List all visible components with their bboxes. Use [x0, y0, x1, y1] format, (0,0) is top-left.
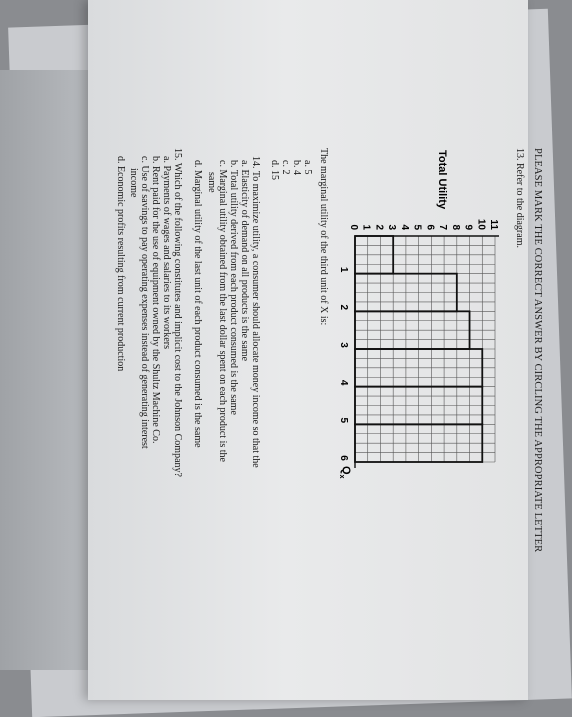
x-tick-label: 1: [338, 266, 349, 273]
x-tick-label: 6: [338, 455, 349, 461]
y-tick-label: 5: [411, 224, 423, 230]
x-tick-label: 3: [338, 342, 349, 348]
x-tick-label: 2: [338, 304, 349, 311]
y-tick-label: 9: [462, 224, 474, 230]
y-tick-label: 0: [348, 224, 359, 230]
total-utility-chart: [328, 148, 513, 508]
q13-choice-a[interactable]: a. 5: [302, 160, 313, 175]
y-tick-label: 11: [488, 219, 499, 230]
q14-choice-b[interactable]: b. Total utility derived from each product consumed is the same: [228, 160, 239, 415]
x-tick-label: 4: [338, 379, 349, 386]
y-tick-label: 2: [373, 224, 385, 230]
q15-choice-a[interactable]: a. Payments of wages and salaries to its workers: [161, 156, 172, 350]
page-edge-shadow: [0, 70, 92, 670]
q15-choice-c[interactable]: c. Use of savings to pay operating expenses instead of generating interest: [139, 156, 150, 449]
q13-prompt: 13. Refer to the diagram.: [514, 148, 525, 248]
x-tick-label: 5: [338, 417, 349, 424]
x-axis-label: $Q_x$: [338, 466, 352, 479]
x-tick-labels: [338, 267, 349, 461]
q15-choice-d[interactable]: d. Economic profits resulting from current production: [115, 156, 126, 372]
q15-prompt: 15. Which of the following constitutes and implicit cost to the Johnson Company?: [172, 148, 183, 477]
y-tick-labels: [348, 219, 499, 231]
q14-choice-a[interactable]: a. Elasticity of demand on all products is the same: [239, 160, 250, 362]
q14-prompt: 14. To maximize utility, a consumer should allocate money income so that the: [250, 156, 261, 468]
y-tick-label: 3: [386, 224, 398, 230]
q14-choice-c[interactable]: c. Marginal utility obtained from the last dollar spent on each product is the: [217, 160, 228, 462]
q13-choice-b[interactable]: b. 4: [291, 160, 302, 175]
worksheet-page: [88, 0, 543, 700]
chart-axes: [355, 236, 499, 468]
y-axis-label: Total Utility: [436, 150, 448, 210]
y-tick-label: 7: [437, 224, 449, 230]
q14-choice-c-cont: same: [206, 172, 217, 193]
q14-choice-d[interactable]: d. Marginal utility of the last unit of each product consumed is the same: [192, 160, 203, 448]
header-instruction: PLEASE MARK THE CORRECT ANSWER BY CIRCLING THE APPROPRIATE LETTER: [532, 148, 543, 553]
q15-choice-c-cont: income: [128, 168, 139, 198]
y-tick-label: 6: [424, 224, 436, 230]
y-tick-label: 1: [360, 224, 372, 230]
q13-choice-c[interactable]: c. 2: [280, 160, 291, 175]
rotated-content: [113, 88, 553, 688]
q15-choice-b[interactable]: b. Rent paid for the use of equipment owned by the Shultz Machine Co.: [150, 156, 161, 444]
y-tick-label: 4: [398, 224, 410, 230]
q13-choice-d[interactable]: d. 15: [269, 160, 280, 180]
y-tick-label: 10: [475, 218, 487, 230]
y-tick-label: 8: [449, 224, 461, 230]
q13-question: The marginal utility of the third unit of X is:: [318, 148, 329, 326]
